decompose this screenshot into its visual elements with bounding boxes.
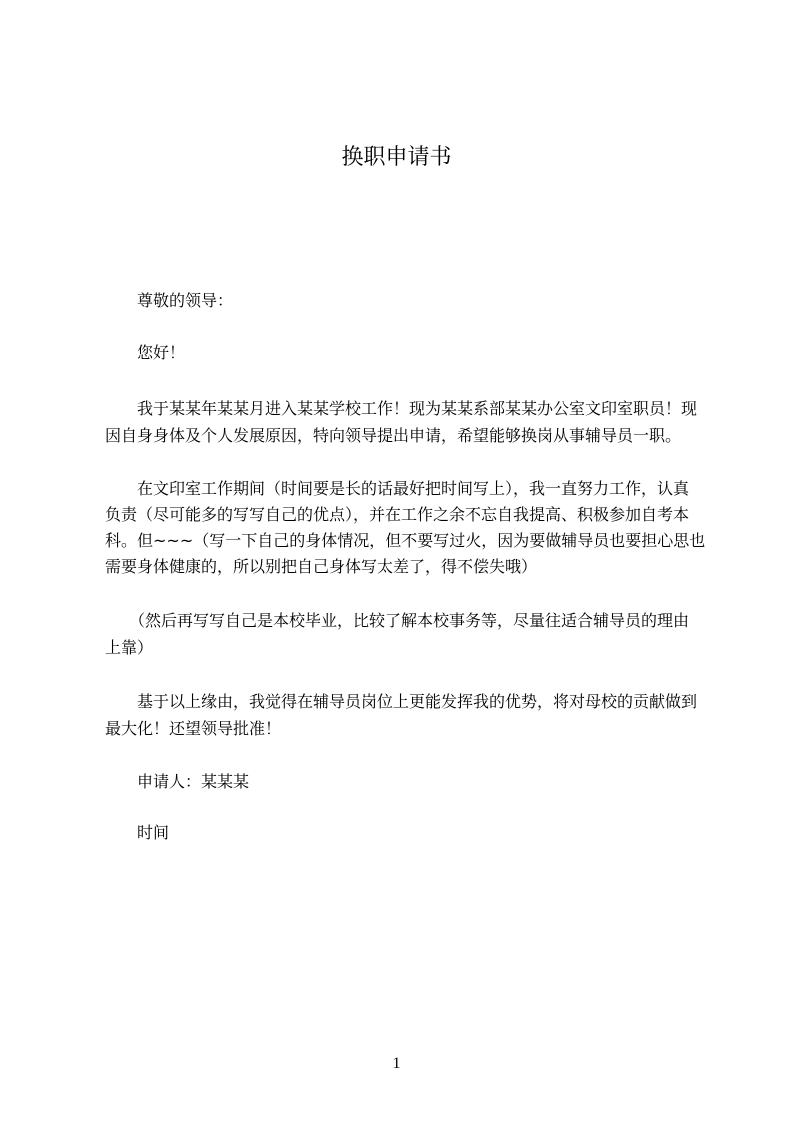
paragraph-line: 最大化！还望领导批准！ [105, 719, 282, 738]
page-number: 1 [392, 1055, 401, 1072]
paragraph-line: 需要身体健康的，所以别把自己身体写太差了，得不偿失哦） [105, 557, 538, 576]
paragraph-line: 负责（尽可能多的写写自己的优点），并在工作之余不忘自我提高、积极参加自考本 [105, 505, 690, 524]
applicant-text: 申请人：某某某 [137, 772, 250, 791]
paragraph-line: 我于某某年某某月进入某某学校工作！现为某某系部某某办公室文印室职员！现 [137, 399, 698, 418]
salutation-text: 尊敬的领导： [137, 291, 234, 310]
salutation [105, 287, 705, 314]
paragraph-line: （然后再写写自己是本校毕业，比较了解本校事务等，尽量往适合辅导员的理由 [129, 611, 690, 630]
date-label [105, 819, 705, 846]
paragraph-line: 上靠） [105, 638, 154, 657]
paragraph-line: 科。但~~~（写一下自己的身体情况，但不要写过火，因为要做辅导员也要担心思也 [105, 531, 706, 550]
greeting-text: 您好！ [137, 343, 186, 362]
paragraph-line: 因自身身体及个人发展原因，特向领导提出申请，希望能够换岗从事辅导员一职。 [105, 426, 682, 445]
applicant [105, 768, 705, 795]
date-label-text: 时间 [137, 823, 170, 842]
paragraph-line: 基于以上缘由，我觉得在辅导员岗位上更能发挥我的优势，将对母校的贡献做到 [137, 692, 698, 711]
paragraph-1 [105, 395, 705, 449]
greeting [105, 339, 705, 366]
paragraph-2 [105, 476, 705, 580]
paragraph-3 [105, 607, 705, 661]
document-title: 换职申请书 [341, 145, 452, 170]
paragraph-line: 在文印室工作期间（时间要是长的话最好把时间写上），我一直努力工作，认真 [137, 479, 690, 498]
paragraph-4 [105, 688, 705, 742]
